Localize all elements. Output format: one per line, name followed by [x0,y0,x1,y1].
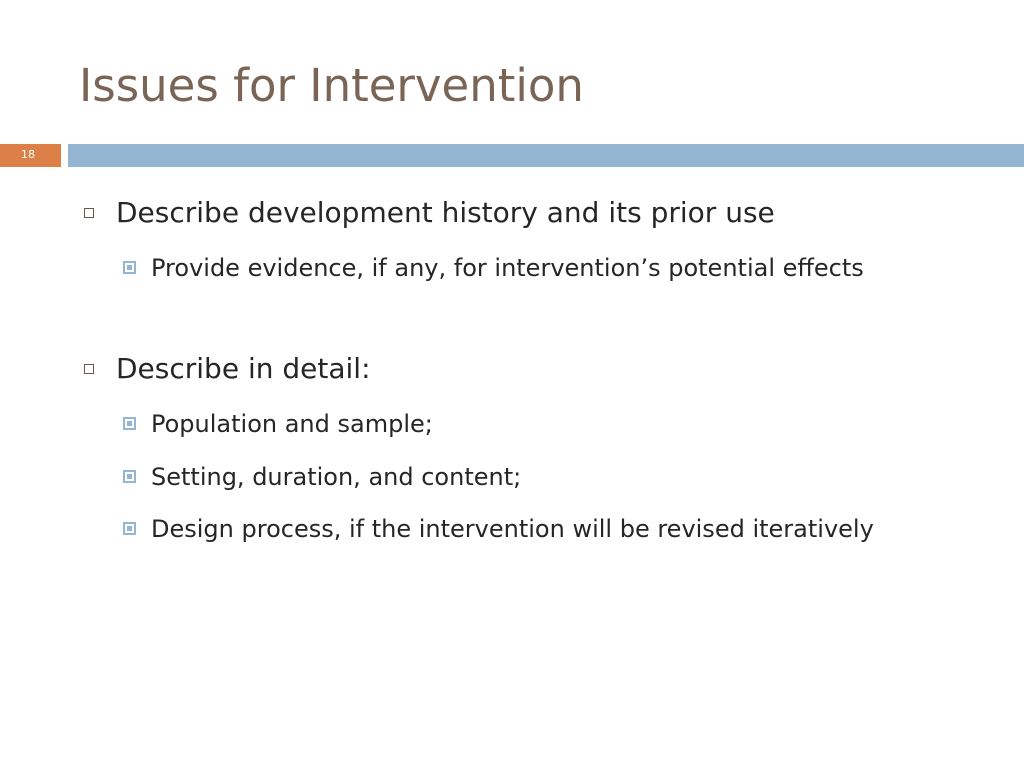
slide-number: 18 [21,148,35,161]
sub-bullet-item: Design process, if the intervention will be revised iteratively [151,515,874,543]
slide-title: Issues for Intervention [79,59,584,112]
sub-bullet-item: Setting, duration, and content; [151,463,522,491]
framed-square-icon [123,261,136,274]
sub-bullet-item: Provide evidence, if any, for intervention’s potential effects [151,254,864,282]
framed-square-icon [123,470,136,483]
framed-square-icon [123,417,136,430]
bullet-item: Describe development history and its prior use [116,196,775,229]
square-outline-icon [84,208,94,218]
bullet-item: Describe in detail: [116,352,371,385]
sub-bullet-item: Population and sample; [151,410,433,438]
square-outline-icon [84,364,94,374]
framed-square-icon [123,522,136,535]
